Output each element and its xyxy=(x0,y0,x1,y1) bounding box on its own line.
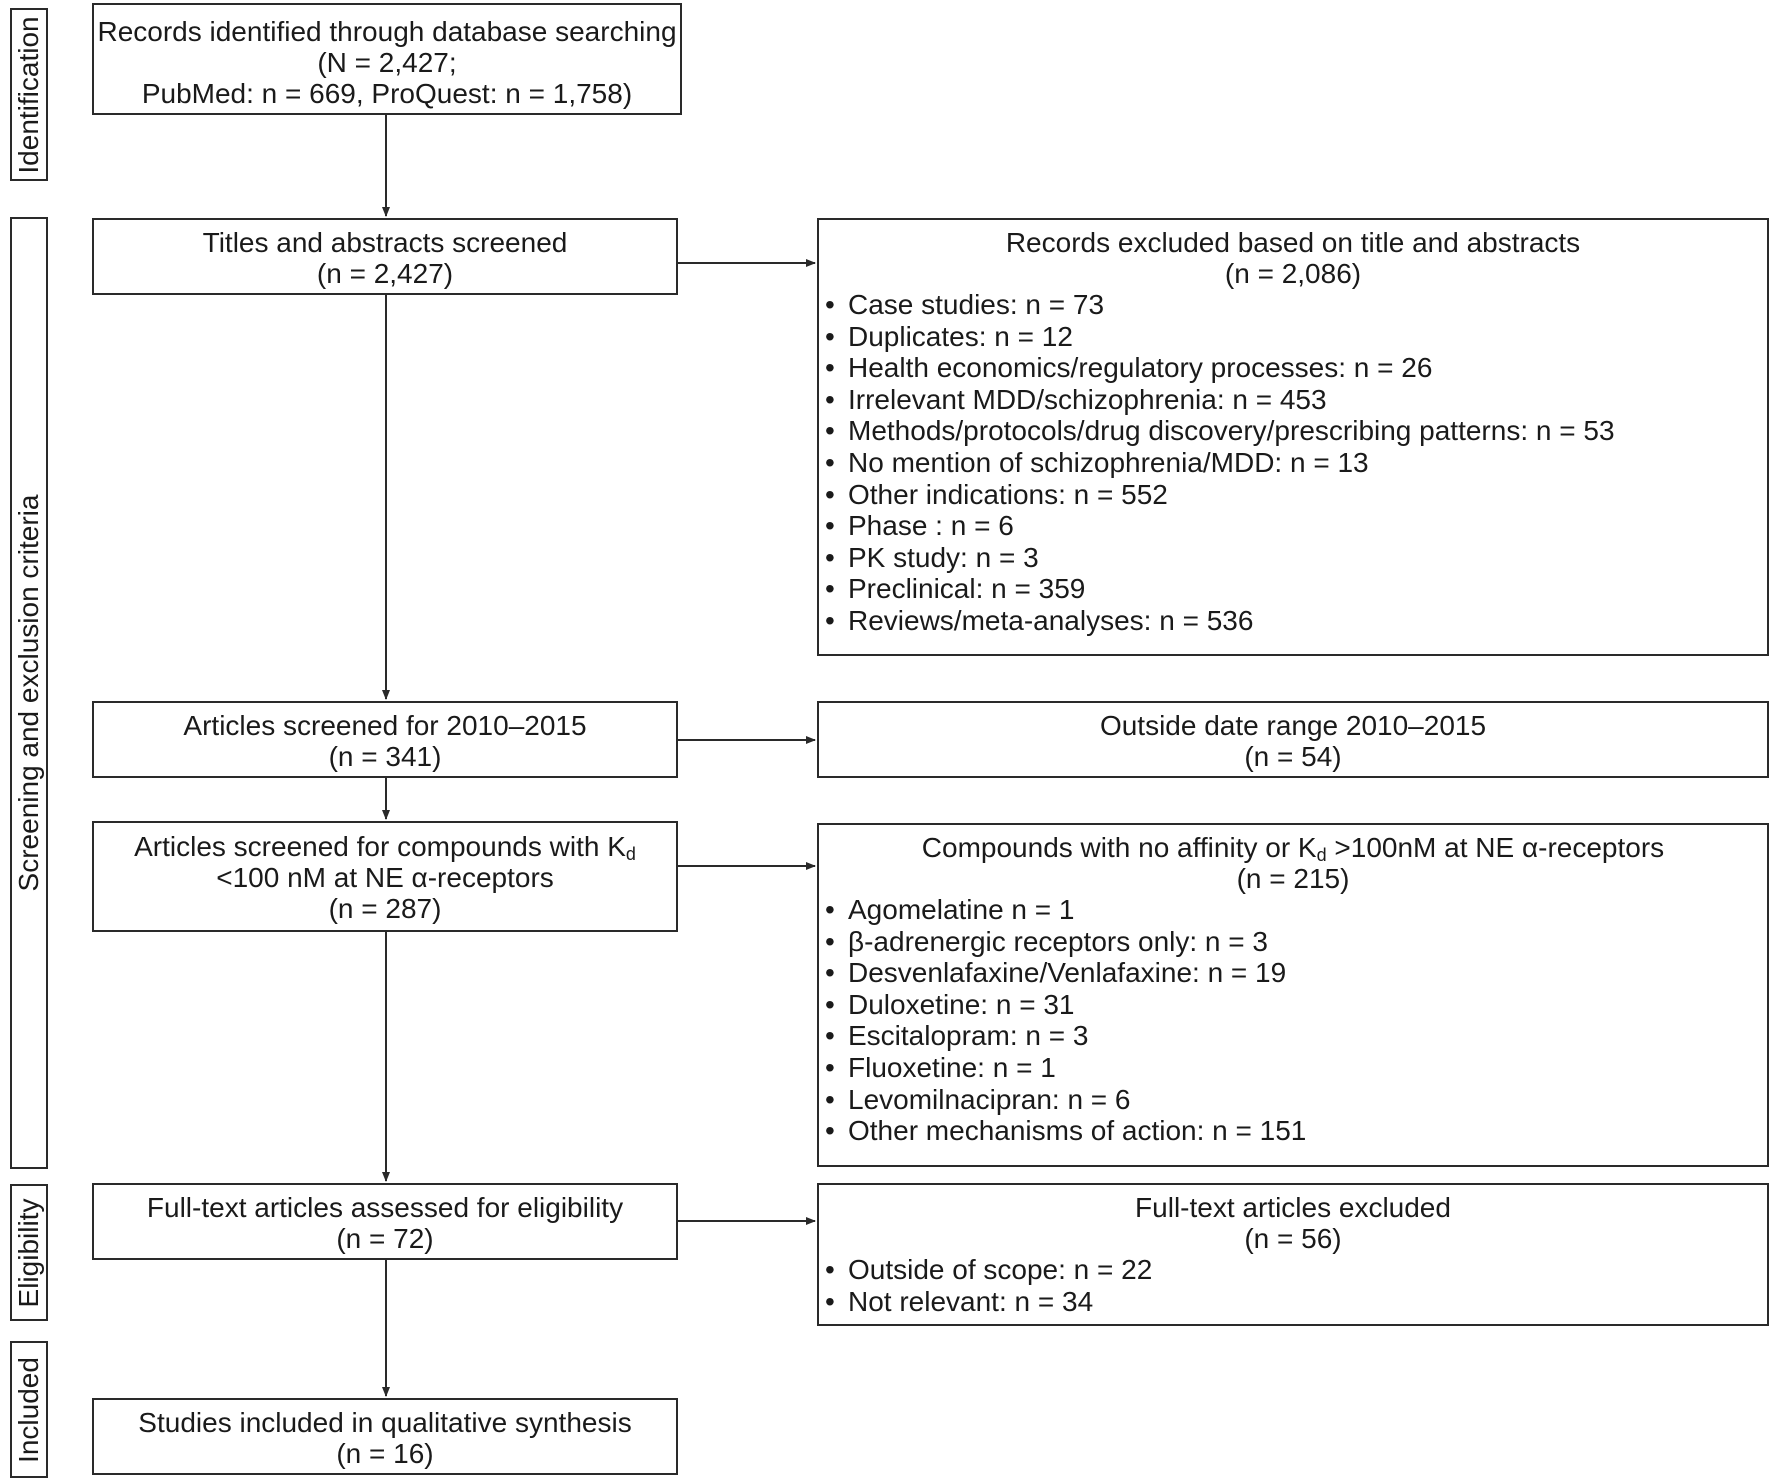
excluded-affinity-list xyxy=(819,894,1767,1147)
titles-screened-line1: Titles and abstracts screened xyxy=(202,227,568,258)
list-item: • Other indications: n = 552 xyxy=(825,479,1767,511)
box-articles-2010 xyxy=(92,701,678,778)
box-records-identified xyxy=(92,3,682,115)
stage-screening-label: Screening and exclusion criteria xyxy=(13,494,44,892)
list-item: • Phase : n = 6 xyxy=(825,510,1767,542)
excluded-date-range-count: (n = 54) xyxy=(1244,741,1342,772)
fulltext-assessed-line1: Full-text articles assessed for eligibility xyxy=(146,1192,624,1223)
stage-eligibility-label: Eligibility xyxy=(13,1198,44,1307)
list-item: • PK study: n = 3 xyxy=(825,542,1767,574)
excluded-affinity-count: (n = 215) xyxy=(1236,863,1350,894)
records-identified-line3: PubMed: n = 669, ProQuest: n = 1,758) xyxy=(141,78,633,109)
box-excluded-date-range xyxy=(817,701,1769,778)
articles-kd-count: (n = 287) xyxy=(328,893,442,924)
list-item: • Levomilnacipran: n = 6 xyxy=(825,1084,1767,1116)
articles-kd-line1: Articles screened for compounds with $K_d$ xyxy=(134,831,636,864)
list-item: • β-adrenergic receptors only: n = 3 xyxy=(825,926,1767,958)
excluded-title-abstract-count: (n = 2,086) xyxy=(1224,258,1362,289)
list-item: • Escitalopram: n = 3 xyxy=(825,1020,1767,1052)
titles-screened-count: (n = 2,427) xyxy=(316,258,454,289)
excluded-date-range-title: Outside date range 2010–2015 xyxy=(1099,710,1487,741)
list-item: • Other mechanisms of action: n = 151 xyxy=(825,1115,1767,1147)
fulltext-assessed-count: (n = 72) xyxy=(336,1223,434,1254)
list-item: • Case studies: n = 73 xyxy=(825,289,1767,321)
box-excluded-title-abstract xyxy=(817,218,1769,656)
studies-included-count: (n = 16) xyxy=(336,1438,434,1469)
box-titles-screened xyxy=(92,218,678,295)
studies-included-line1: Studies included in qualitative synthesis xyxy=(138,1407,632,1438)
articles-2010-line1: Articles screened for 2010–2015 xyxy=(183,710,587,741)
list-item: • Health economics/regulatory processes: n = 26 xyxy=(825,352,1767,384)
list-item: • Fluoxetine: n = 1 xyxy=(825,1052,1767,1084)
list-item: • Duplicates: n = 12 xyxy=(825,321,1767,353)
list-item: • Duloxetine: n = 31 xyxy=(825,989,1767,1021)
box-fulltext-assessed xyxy=(92,1183,678,1260)
excluded-fulltext-list xyxy=(819,1254,1767,1317)
list-item: • Desvenlafaxine/Venlafaxine: n = 19 xyxy=(825,957,1767,989)
articles-kd-line2: <100 nM at NE α-receptors xyxy=(216,862,554,893)
list-item: • Methods/protocols/drug discovery/prescribing patterns: n = 53 xyxy=(825,415,1767,447)
articles-2010-count: (n = 341) xyxy=(328,741,442,772)
list-item: • Preclinical: n = 359 xyxy=(825,573,1767,605)
excluded-title-abstract-list xyxy=(819,289,1767,637)
records-identified-line2: (N = 2,427; xyxy=(317,47,457,78)
stage-included-label: Included xyxy=(13,1356,44,1463)
list-item: • Outside of scope: n = 22 xyxy=(825,1254,1767,1286)
excluded-fulltext-count: (n = 56) xyxy=(1244,1223,1342,1254)
box-studies-included xyxy=(92,1398,678,1475)
box-articles-kd xyxy=(92,821,678,932)
list-item: • Reviews/meta-analyses: n = 536 xyxy=(825,605,1767,637)
list-item: • Not relevant: n = 34 xyxy=(825,1286,1767,1318)
list-item: • Irrelevant MDD/schizophrenia: n = 453 xyxy=(825,384,1767,416)
stage-identification-label: Identification xyxy=(13,15,44,174)
excluded-title-abstract-title: Records excluded based on title and abstracts xyxy=(1005,227,1581,258)
list-item: • Agomelatine n = 1 xyxy=(825,894,1767,926)
excluded-fulltext-title: Full-text articles excluded xyxy=(1135,1192,1451,1223)
excluded-affinity-title: Compounds with no affinity or $K_d >100nM$ at NE α-receptors xyxy=(921,832,1665,865)
box-excluded-affinity xyxy=(817,823,1769,1167)
records-identified-line1: Records identified through database searching xyxy=(97,16,677,47)
list-item: • No mention of schizophrenia/MDD: n = 13 xyxy=(825,447,1767,479)
box-excluded-fulltext xyxy=(817,1183,1769,1326)
